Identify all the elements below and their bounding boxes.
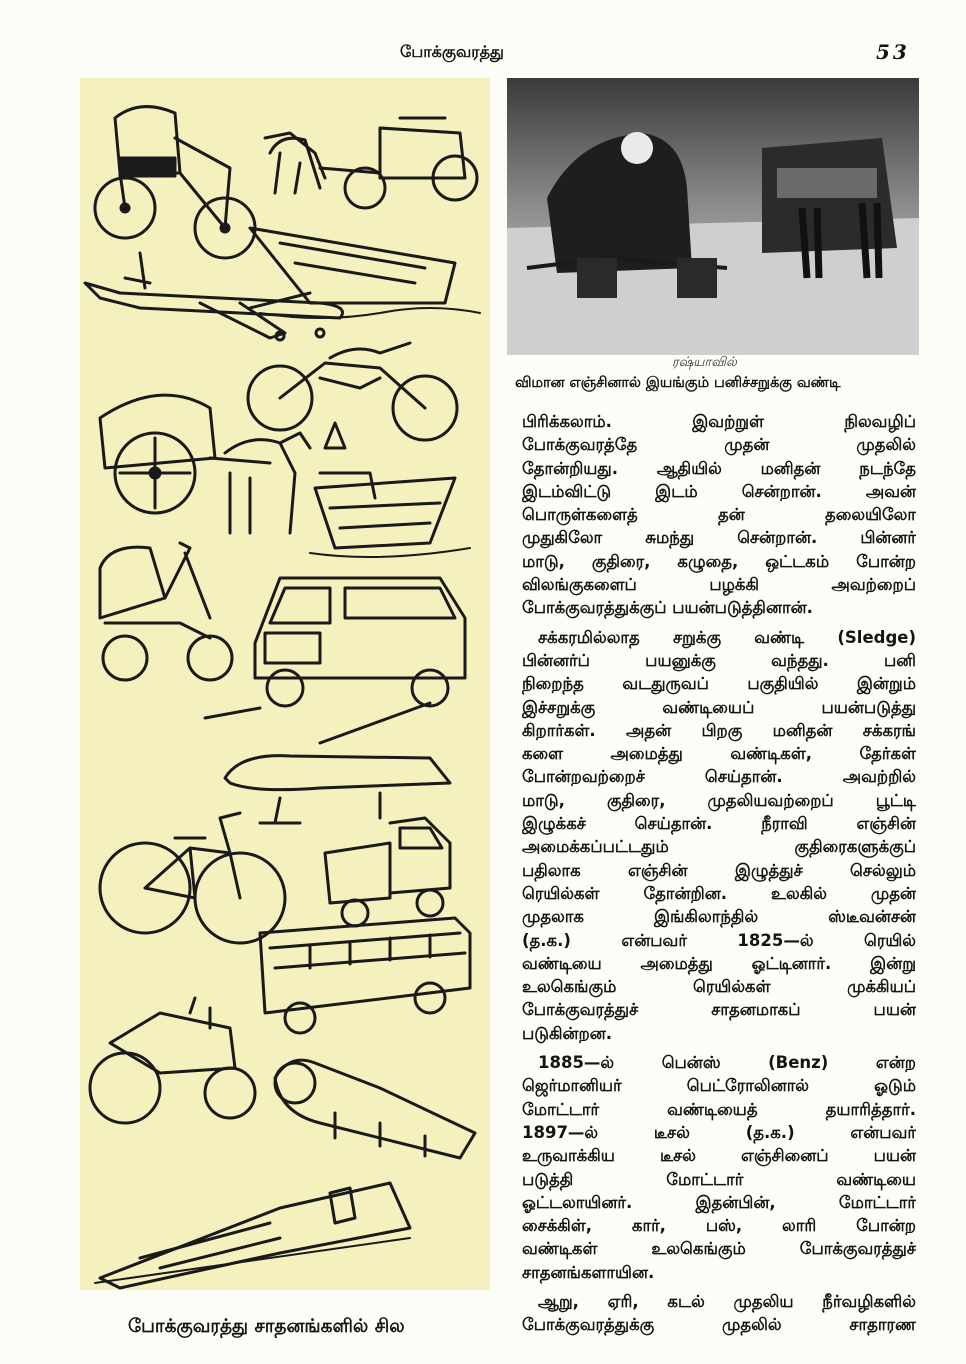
body-line: 1897—ல் டீசல் (த.க.) என்பவர்	[522, 1122, 916, 1142]
body-line: இடம்விட்டு இடம் சென்றான். அவன்	[522, 481, 916, 501]
body-line: நிறைந்த வடதுருவப் பகுதியில் இன்றும்	[522, 674, 916, 694]
horse-carriage-drawing	[265, 118, 477, 208]
body-line: சைக்கிள், கார், பஸ், லாரி போன்ற	[522, 1216, 916, 1236]
body-line: உருவாக்கிய டீசல் எஞ்சினைப் பயன்	[522, 1146, 916, 1166]
bullock-cart-drawing	[100, 395, 310, 533]
body-line: போன்றவற்றைச் செய்தான். அவற்றில்	[522, 767, 916, 787]
body-line: இழுக்கச் செய்தான். நீராவி எஞ்சின்	[522, 814, 916, 834]
body-line: மாடு, குதிரை, முதலியவற்றைப் பூட்டி	[522, 790, 916, 810]
page-header	[0, 40, 966, 70]
body-line: ரெயில்கள் தோன்றின. உலகில் முதன்	[522, 883, 916, 903]
body-line: விலங்குகளைப் பழக்கி அவற்றைப்	[522, 575, 916, 595]
body-line: முதலாக இங்கிலாந்தில் ஸ்டீவன்சன்	[522, 907, 916, 927]
illustration-caption: போக்குவரத்து சாதனங்களில் சில	[128, 1316, 405, 1337]
body-line: ஆறு, ஏரி, கடல் முதலிய நீர்வழிகளில்	[538, 1291, 916, 1311]
body-line: ஜெர்மானியர் பெட்ரோலினால் ஓடும்	[522, 1076, 916, 1096]
body-line: களை அமைத்து வண்டிகள், தேர்கள்	[522, 744, 916, 764]
rickshaw-drawing	[95, 107, 255, 258]
body-line: கிறார்கள். அதன் பிறகு மனிதன் சக்கரங்	[522, 720, 916, 740]
body-line: தோன்றியது. ஆதியில் மனிதன் நடந்தே	[522, 458, 916, 478]
body-line: பதிலாக எஞ்சின் இழுத்துச் செல்லும்	[522, 860, 916, 880]
body-line: உலகெங்கும் ரெயில்கள் முக்கியப்	[522, 977, 916, 997]
body-line: (த.க.) என்பவர் 1825—ல் ரெயில்	[522, 930, 916, 950]
body-line: ஓட்டலாயினர். இதன்பின், மோட்டார்	[522, 1192, 916, 1212]
body-line: மோட்டார் வண்டியைத் தயாரித்தார்.	[522, 1099, 916, 1119]
body-line: 1885—ல் பென்ஸ் (Benz) என்ற	[538, 1053, 916, 1073]
photo-location-label: ரஷ்யாவில்	[672, 355, 737, 370]
body-line: பிரிக்கலாம். இவற்றுள் நிலவழிப்	[522, 412, 916, 431]
boat-drawing	[250, 228, 480, 318]
truck-drawing	[325, 818, 450, 926]
transport-illustration-panel	[80, 78, 490, 1290]
body-line: படுத்தி மோட்டார் வண்டியை	[522, 1169, 916, 1189]
body-line: படுகின்றன.	[522, 1023, 613, 1043]
running-title: போக்குவரத்து	[400, 42, 504, 61]
snow-sledge-photo	[507, 78, 919, 355]
body-line: அமைக்கப்பட்டதும் குதிரைகளுக்குப்	[522, 837, 916, 857]
bicycle-drawing	[100, 813, 285, 943]
bus-drawing	[260, 918, 470, 1033]
body-line: பின்னர்ப் பயனுக்கு வந்தது. பனி	[522, 650, 916, 670]
diesel-train-drawing	[95, 1183, 410, 1288]
body-line: இச்சறுக்கு வண்டியைப் பயன்படுத்து	[522, 697, 916, 717]
steam-locomotive-drawing	[275, 1060, 475, 1158]
body-line: பொருள்களைத் தன் தலையிலோ	[522, 505, 916, 525]
motorcycle-drawing	[248, 343, 457, 440]
body-line: போக்குவரத்துக்குப் பயன்படுத்தினான்.	[522, 598, 813, 618]
body-line: சாதனங்களாயின.	[522, 1262, 655, 1282]
body-line: சக்கரமில்லாத சறுக்கு வண்டி (Sledge)	[538, 627, 916, 647]
photo-caption: விமான எஞ்சினால் இயங்கும் பனிச்சறுக்கு வண்டி	[515, 375, 841, 391]
body-line: வண்டிகள் உலகெங்கும் போக்குவரத்துச்	[522, 1239, 916, 1259]
page-number: 53	[876, 40, 910, 64]
article-body	[522, 410, 916, 1337]
body-line: போக்குவரத்துக்கு முதலில் சாதாரண	[522, 1315, 916, 1335]
ship-drawing	[310, 423, 470, 557]
helicopter-drawing	[205, 703, 450, 823]
tractor-drawing	[90, 998, 255, 1123]
body-line: முதுகிலோ சுமந்து சென்றான். பின்னர்	[522, 528, 916, 548]
body-line: போக்குவரத்துச் சாதனமாகப் பயன்	[522, 1000, 916, 1020]
scooter-drawing	[100, 543, 232, 680]
body-line: வண்டியை அமைத்து ஓட்டினார். இன்று	[522, 953, 916, 973]
body-line: போக்குவரத்தே முதன் முதலில்	[522, 435, 916, 455]
car-drawing	[255, 578, 465, 706]
body-line: மாடு, குதிரை, கழுதை, ஒட்டகம் போன்ற	[522, 551, 916, 571]
